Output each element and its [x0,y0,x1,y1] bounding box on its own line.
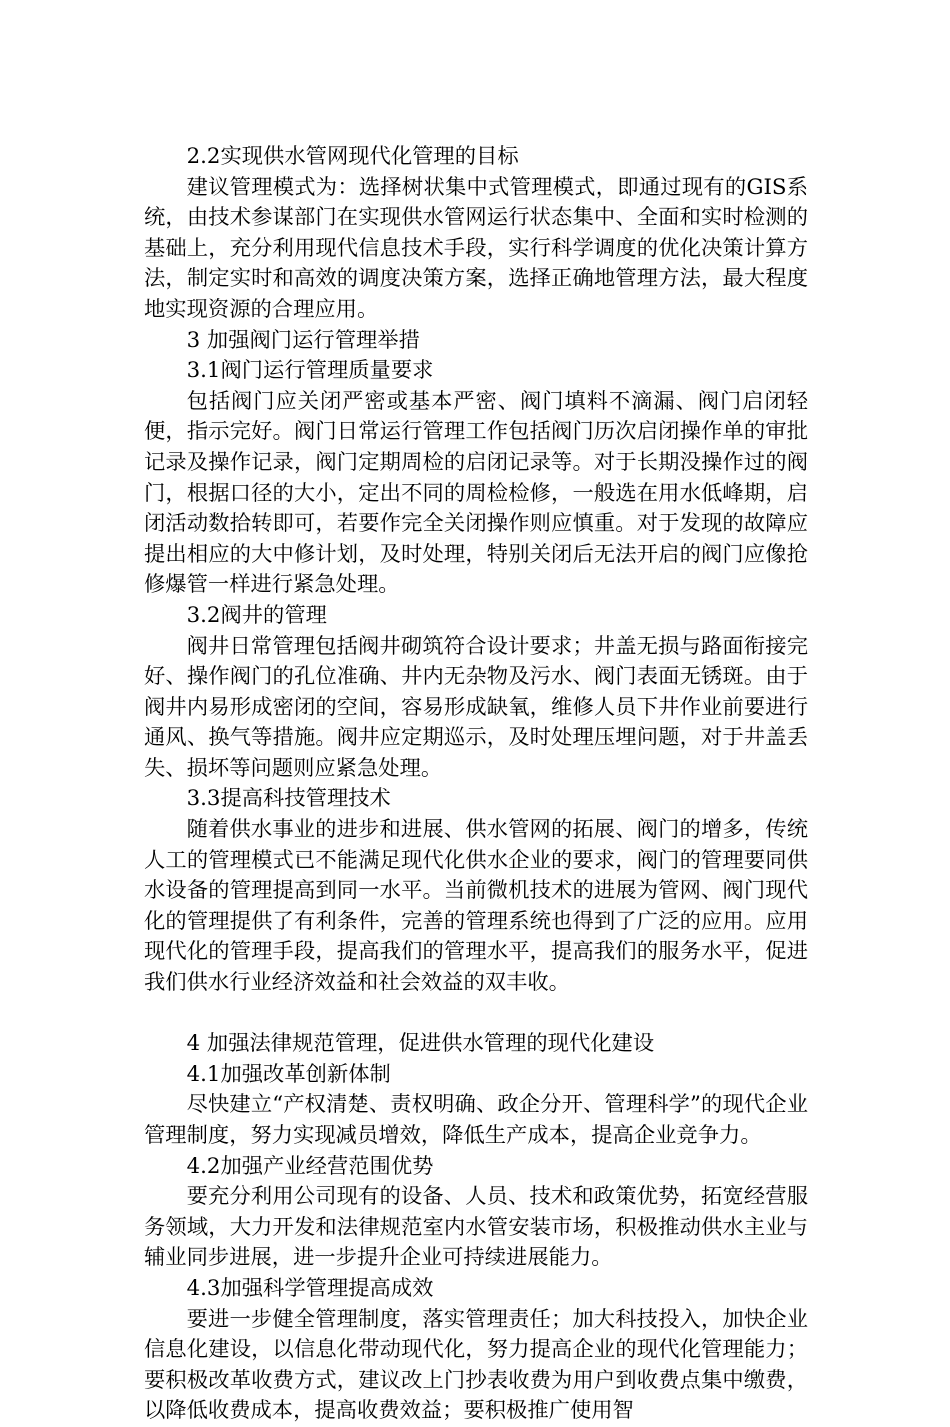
paragraph-technology: 随着供水事业的进步和进展、供水管网的拓展、阀门的增多，传统人工的管理模式已不能满足现代化供水企业的要求，阀门的管理要同供水设备的管理提高到同一水平。当前微机技术的进展为管网、阀门现代化的管理提供了有利条件，完善的管理系统也得到了广泛的应用。应用现代化的管理手段，提高我们的管理水平，提高我们的服务水平，促进我们供水行业经济效益和社会效益的双丰收。 [144,817,808,996]
section-heading-3-1: 3.1阀门运行管理质量要求 [186,358,434,384]
blank-line [144,999,808,1030]
paragraph-industry: 要充分利用公司现有的设备、人员、技术和政策优势，拓宽经营服务领域，大力开发和法律规范室内水管安装市场，积极推动供水主业与辅业同步进展，进一步提升企业可持续进展能力。 [144,1184,808,1271]
paragraph-reform: 尽快建立“产权清楚、责权明确、政企分开、管理科学”的现代企业管理制度，努力实现减员增效，降低生产成本，提高企业竞争力。 [144,1092,808,1148]
section-heading-4-2: 4.2加强产业经营范围优势 [186,1153,434,1179]
section-heading-3-2: 3.2阀井的管理 [186,602,327,628]
paragraph-science-management: 要进一步健全管理制度，落实管理责任；加大科技投入，加快企业信息化建设，以信息化带动现代化，努力提高企业的现代化管理能力；要积极改革收费方式，建议改上门抄表收费为用户到收费点集中缴费，以降低收费成本，提高收费效益；要积极推广使用智 [144,1306,808,1424]
section-heading-4: 4 加强法律规范管理，促进供水管理的现代化建设 [186,1031,655,1057]
paragraph-valve-quality: 包括阀门应关闭严密或基本严密、阀门填料不滴漏、阀门启闭轻便，指示完好。阀门日常运行管理工作包括阀门历次启闭操作单的审批记录及操作记录，阀门定期周检的启闭记录等。对于长期没操作过的阀门，根据口径的大小，定出不同的周检检修，一般选在用水低峰期，启闭活动数拾转即可，若要作完全关闭操作则应慎重。对于发现的故障应提出相应的大中修计划，及时处理，特别关闭后无法开启的阀门应像抢修爆管一样进行紧急处理。 [144,388,808,598]
section-heading-4-3: 4.3加强科学管理提高成效 [186,1275,434,1301]
section-heading-3: 3 加强阀门运行管理举措 [186,327,420,353]
section-heading-4-1: 4.1加强改革创新体制 [186,1061,391,1087]
paragraph-valve-well: 阀井日常管理包括阀井砌筑符合设计要求；井盖无损与路面衔接完好、操作阀门的孔位准确、井内无杂物及污水、阀门表面无锈斑。由于阀井内易形成密闭的空间，容易形成缺氧，维修人员下井作业前要进行通风、换气等措施。阀井应定期巡示，及时处理压埋问题，对于井盖丢失、损坏等问题则应紧急处理。 [144,633,808,781]
document-body [144,142,808,1427]
paragraph-management-mode: 建议管理模式为：选择树状集中式管理模式，即通过现有的GIS系统，由技术参谋部门在实现供水管网运行状态集中、全面和实时检测的基础上，充分利用现代信息技术手段，实行科学调度的优化决策计算方法，制定实时和高效的调度决策方案，选择正确地管理方法，最大程度地实现资源的合理应用。 [144,174,808,322]
section-heading-2-2: 2.2实现供水管网现代化管理的目标 [186,144,519,169]
section-heading-3-3: 3.3提高科技管理技术 [186,786,391,812]
